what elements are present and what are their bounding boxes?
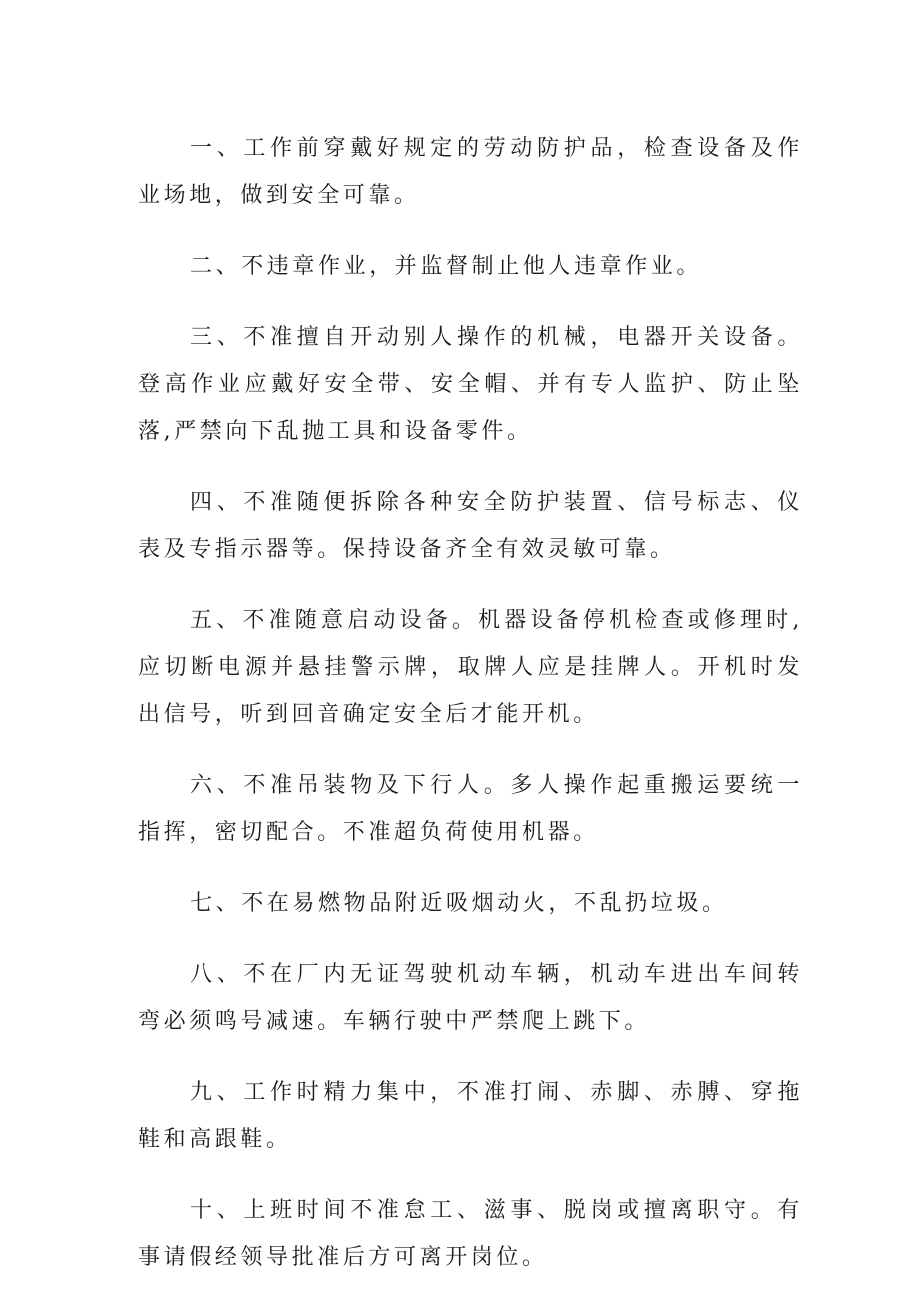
rule-paragraph-4: 四、不准随便拆除各种安全防护装置、信号标志、仪表及专指示器等。保持设备齐全有效灵敏可靠。 — [138, 490, 803, 562]
rule-paragraph-5: 五、不准随意启动设备。机器设备停机检查或修理时,应切断电源并悬挂警示牌，取牌人应是挂牌人。开机时发出信号，听到回音确定安全后才能开机。 — [138, 608, 803, 727]
rule-paragraph-2: 二、不违章作业，并监督制止他人违章作业。 — [190, 254, 703, 279]
document-page — [138, 125, 803, 1305]
rule-paragraph-7: 七、不在易燃物品附近吸烟动火，不乱扔垃圾。 — [190, 891, 728, 916]
rule-paragraph-8: 八、不在厂内无证驾驶机动车辆，机动车进出车间转弯必须鸣号减速。车辆行驶中严禁爬上跳下。 — [138, 962, 803, 1034]
rule-paragraph-10: 十、上班时间不准怠工、滋事、脱岗或擅离职守。有事请假经领导批准后方可离开岗位。 — [138, 1198, 803, 1270]
rule-paragraph-3: 三、不准擅自开动别人操作的机械，电器开关设备。登高作业应戴好安全带、安全帽、并有专人监护、防止坠落,严禁向下乱抛工具和设备零件。 — [138, 325, 803, 444]
rule-paragraph-9: 九、工作时精力集中，不准打闹、赤脚、赤膊、穿拖鞋和高跟鞋。 — [138, 1080, 803, 1152]
rule-paragraph-1: 一、工作前穿戴好规定的劳动防护品，检查设备及作业场地，做到安全可靠。 — [138, 136, 803, 208]
rule-paragraph-6: 六、不准吊装物及下行人。多人操作起重搬运要统一指挥，密切配合。不准超负荷使用机器。 — [138, 773, 803, 845]
